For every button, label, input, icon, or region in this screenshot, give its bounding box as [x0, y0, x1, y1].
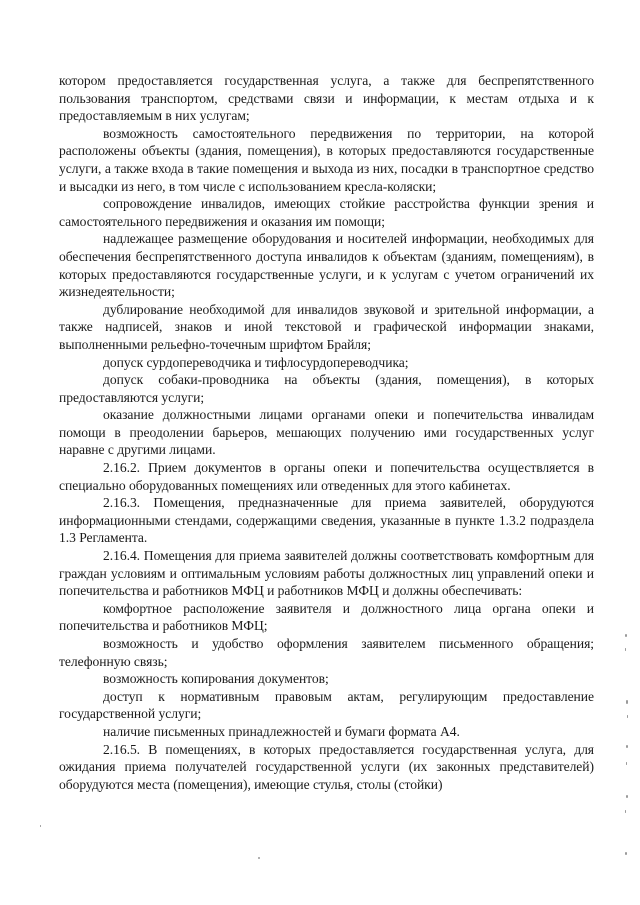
scan-artifact — [258, 857, 260, 859]
paragraph-escort: сопровождение инвалидов, имеющих стойкие расстройства функции зрения и самостоятельного передвижения и оказания им помощи; — [59, 196, 594, 229]
scan-artifact — [625, 810, 626, 813]
paragraph-braille: дублирование необходимой для инвалидов звуковой и зрительной информации, а также надписей, знаков и иной текстовой и графической информации знаками, выполненными рельефно-точечным шрифтом Брайля; — [59, 301, 594, 352]
paragraph-guide-dog: допуск собаки-проводника на объекты (здания, помещения), в которых предоставляются услуги; — [59, 372, 594, 405]
scan-artifact — [626, 700, 628, 704]
paragraph-assistance: оказание должностными лицами органами опеки и попечительства инвалидам помощи в преодолении барьеров, мешающих получению ими государственных услуг наравне с другими лицами. — [59, 407, 594, 458]
scan-artifact — [626, 762, 627, 765]
paragraph-comfortable-placement: комфортное расположение заявителя и должностного лица органа опеки и попечительства и работников МФЦ; — [59, 600, 594, 634]
scan-artifact — [627, 715, 628, 718]
paragraph-2-16-5: 2.16.5. В помещениях, в которых предоставляется государственная услуга, для ожидания приема получателей государственной услуги (их законных представителей) оборудуются места (помещения), имеющие стулья, столы (стойки) — [59, 741, 594, 792]
scan-artifact — [40, 825, 41, 827]
paragraph-continuation: котором предоставляется государственная услуга, а также для беспрепятственного пользования транспортом, средствами связи и информации, к местам отдыха и к предоставляемым в них услугам; — [59, 73, 594, 124]
scan-artifact — [625, 852, 627, 855]
paragraph-interpreter: допуск сурдопереводчика и тифлосурдопереводчика; — [103, 354, 409, 370]
scan-artifact — [625, 634, 627, 637]
paragraph-stationery: наличие письменных принадлежностей и бумаги формата А4. — [103, 723, 460, 739]
paragraph-2-16-3: 2.16.3. Помещения, предназначенные для приема заявителей, оборудуются информационными стендами, содержащими сведения, указанные в пункте 1.3.2 подраздела 1.3 Регламента. — [59, 495, 594, 546]
paragraph-2-16-4: 2.16.4. Помещения для приема заявителей должны соответствовать комфортным для граждан условиям и оптимальным условиям работы должностных лиц управлений опеки и попечительства и работников МФЦ и работников МФЦ и должны обеспечивать: — [59, 548, 594, 599]
scan-artifact — [625, 648, 626, 651]
paragraph-copying: возможность копирования документов; — [103, 671, 329, 687]
paragraph-written-request: возможность и удобство оформления заявителем письменного обращения; телефонную связь; — [59, 636, 594, 669]
paragraph-movement: возможность самостоятельного передвижения по территории, на которой расположены объекты (здания, помещения), в которых предоставляются государственные услуги, а также входа в такие помещения и выхода из них, посадки в транспортное средство и высадки из него, в том числе с использованием кресла-коляски; — [59, 125, 594, 194]
paragraph-legal-acts: доступ к нормативным правовым актам, регулирующим предоставление государственной услуги; — [59, 688, 594, 722]
scan-artifact — [626, 795, 628, 798]
scan-artifact — [626, 745, 628, 748]
paragraph-2-16-2: 2.16.2. Прием документов в органы опеки и попечительства осуществляется в специально оборудованных помещениях или отведенных для этого кабинетах. — [59, 460, 594, 493]
paragraph-equipment: надлежащее размещение оборудования и носителей информации, необходимых для обеспечения беспрепятственного доступа инвалидов к объектам (зданиям, помещениям), в которых предоставляются государственные услуги, и к услугам с учетом ограничений их жизнедеятельности; — [59, 231, 594, 300]
document-body — [59, 72, 594, 793]
